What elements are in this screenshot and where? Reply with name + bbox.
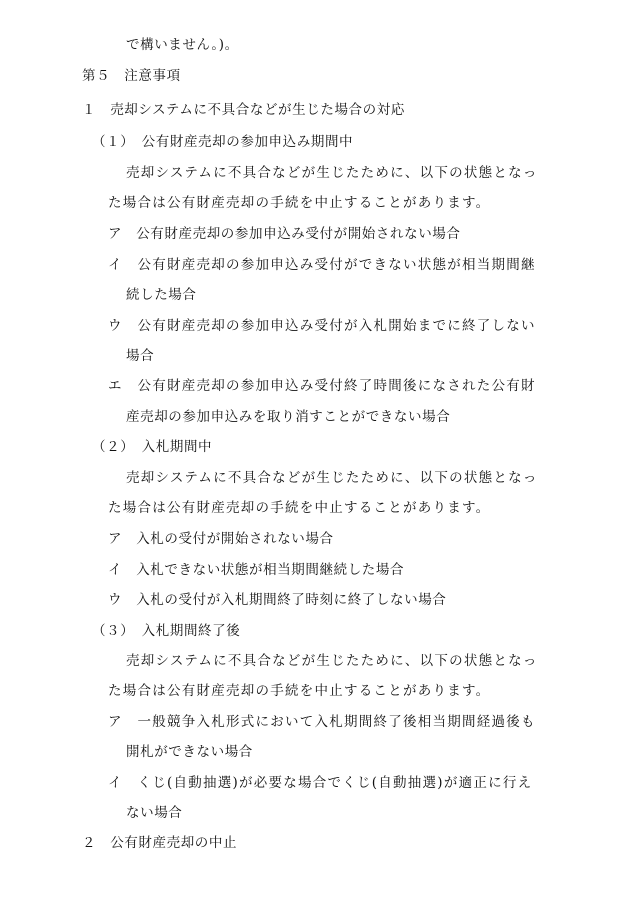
list-item-continuation bbox=[0, 402, 630, 432]
subitem-heading bbox=[0, 127, 630, 157]
item-heading bbox=[0, 828, 630, 858]
section-heading-text: 第５ 注意事項 bbox=[82, 68, 181, 84]
list-item-continuation-text: 開札ができない場合 bbox=[126, 744, 253, 760]
list-item-text: エ 公有財産売却の参加申込み受付終了時間後になされた公有財 bbox=[108, 378, 536, 394]
list-item bbox=[0, 555, 630, 585]
section-heading bbox=[0, 61, 630, 91]
paragraph-line bbox=[0, 463, 630, 493]
paragraph-line-text: 売却システムに不具合などが生じたために、以下の状態となっ bbox=[126, 470, 538, 486]
list-item bbox=[0, 585, 630, 615]
paragraph-line-text: 売却システムに不具合などが生じたために、以下の状態となっ bbox=[126, 653, 538, 669]
item-heading-text: １ 売却システムに不具合などが生じた場合の対応 bbox=[82, 102, 405, 118]
paragraph-line bbox=[0, 188, 630, 218]
list-item-text: イ くじ(自動抽選)が必要な場合でくじ(自動抽選)が適正に行え bbox=[108, 775, 533, 791]
paragraph-line-text: た場合は公有財産売却の手続を中止することがあります。 bbox=[108, 500, 491, 516]
list-item-continuation bbox=[0, 737, 630, 767]
text-line bbox=[0, 30, 630, 60]
list-item-continuation bbox=[0, 798, 630, 828]
item-heading bbox=[0, 95, 630, 125]
list-item bbox=[0, 371, 630, 401]
list-item-text: ア 一般競争入札形式において入札期間終了後相当期間経過後も bbox=[108, 714, 536, 730]
list-item-continuation-text: ない場合 bbox=[126, 805, 183, 821]
paragraph-line-text: た場合は公有財産売却の手続を中止することがあります。 bbox=[108, 683, 491, 699]
list-item bbox=[0, 768, 630, 798]
list-item-continuation-text: 場合 bbox=[126, 348, 155, 364]
subitem-heading-text: （２） 入札期間中 bbox=[92, 439, 213, 455]
list-item-continuation bbox=[0, 341, 630, 371]
list-item bbox=[0, 707, 630, 737]
paragraph-line-text: 売却システムに不具合などが生じたために、以下の状態となっ bbox=[126, 165, 538, 181]
list-item-text: ウ 入札の受付が入札期間終了時刻に終了しない場合 bbox=[108, 592, 447, 608]
subitem-heading-text: （３） 入札期間終了後 bbox=[92, 623, 241, 639]
list-item bbox=[0, 250, 630, 280]
list-item bbox=[0, 311, 630, 341]
paragraph-line bbox=[0, 646, 630, 676]
paragraph-line bbox=[0, 676, 630, 706]
list-item-continuation-text: 続した場合 bbox=[126, 287, 197, 303]
list-item-continuation bbox=[0, 280, 630, 310]
item-heading-text: ２ 公有財産売却の中止 bbox=[82, 835, 238, 851]
list-item-text: イ 公有財産売却の参加申込み受付ができない状態が相当期間継 bbox=[108, 257, 536, 273]
paragraph-line bbox=[0, 493, 630, 523]
list-item-text: ア 公有財産売却の参加申込み受付が開始されない場合 bbox=[108, 226, 461, 242]
list-item bbox=[0, 524, 630, 554]
subitem-heading bbox=[0, 616, 630, 646]
list-item bbox=[0, 219, 630, 249]
paragraph-line-text: た場合は公有財産売却の手続を中止することがあります。 bbox=[108, 195, 491, 211]
subitem-heading-text: （１） 公有財産売却の参加申込み期間中 bbox=[92, 134, 354, 150]
list-item-text: ア 入札の受付が開始されない場合 bbox=[108, 531, 334, 547]
subitem-heading bbox=[0, 432, 630, 462]
list-item-text: ウ 公有財産売却の参加申込み受付が入札開始までに終了しない bbox=[108, 318, 536, 334]
text-line-content: で構いません。)。 bbox=[126, 37, 239, 53]
list-item-text: イ 入札できない状態が相当期間継続した場合 bbox=[108, 562, 405, 578]
list-item-continuation-text: 産売却の参加申込みを取り消すことができない場合 bbox=[126, 409, 451, 425]
paragraph-line bbox=[0, 158, 630, 188]
